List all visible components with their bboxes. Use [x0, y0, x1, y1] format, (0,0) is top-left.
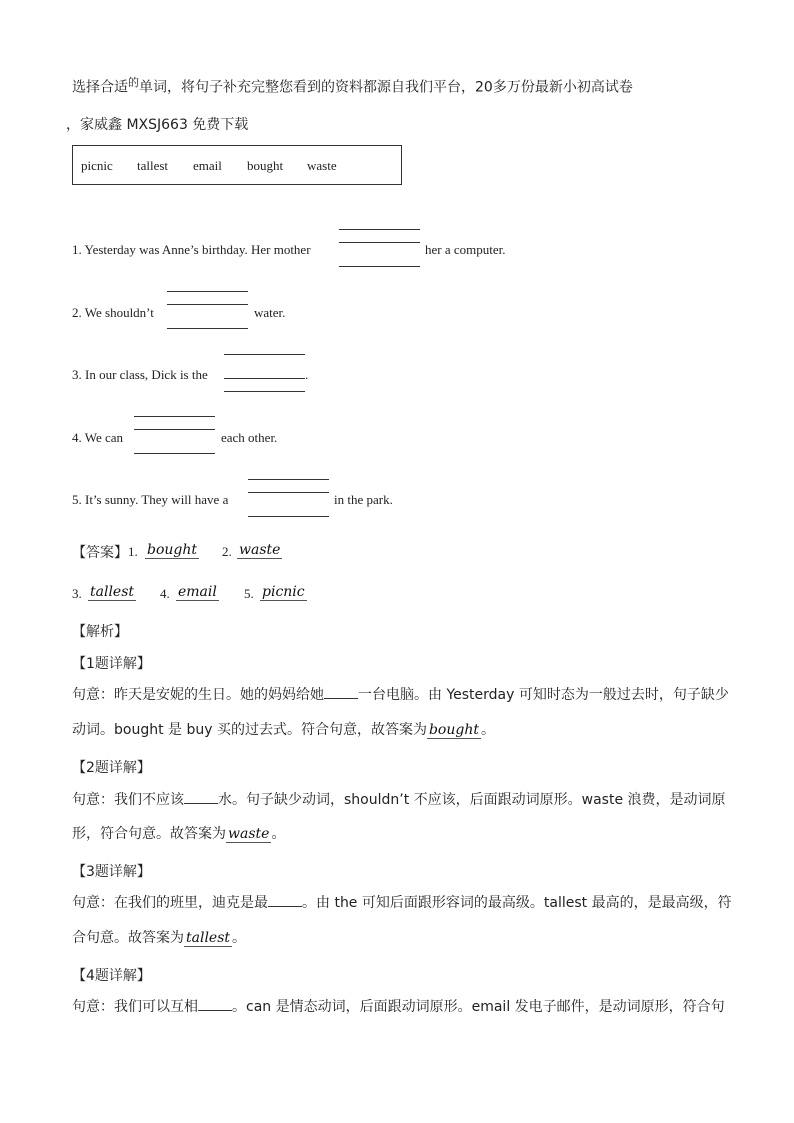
- question-4-blank[interactable]: [134, 416, 215, 454]
- question-2-blank[interactable]: [167, 291, 248, 329]
- section-1-text-d: 。: [480, 722, 495, 738]
- question-4-after: each other.: [221, 430, 278, 445]
- section-2-text-b: 水。句子缺少动词，shouldn’t 不应该，后面跟动词原形。waste 浪费，是动词原: [218, 792, 726, 808]
- section-1-title: 【1题详解】: [72, 656, 151, 672]
- answer-1-word: bought: [147, 542, 198, 558]
- section-2-answer: waste: [228, 826, 270, 842]
- section-2-text-c: 形，符合句意。故答案为: [72, 826, 226, 842]
- intro-text-a: 选择合适: [72, 79, 128, 96]
- section-2-title: 【2题详解】: [72, 760, 151, 776]
- question-5-before: 5. It’s sunny. They will have a: [72, 492, 229, 507]
- section-4-blank: [198, 998, 232, 1011]
- question-4-before: 4. We can: [72, 430, 124, 445]
- question-1-blank[interactable]: [339, 229, 420, 267]
- analysis-label: 【解析】: [72, 624, 128, 640]
- section-2-text-d: 。: [271, 826, 286, 842]
- intro-line-1: [72, 74, 633, 97]
- section-3-title: 【3题详解】: [72, 864, 151, 880]
- section-1-line-1: [72, 684, 729, 704]
- section-4-text-a: 句意：我们可以互相: [72, 999, 198, 1015]
- question-5-blank[interactable]: [248, 479, 329, 517]
- word-waste: waste: [307, 158, 337, 173]
- question-1-before: 1. Yesterday was Anne’s birthday. Her mother: [72, 242, 311, 257]
- section-3-text-b: 。由 the 可知后面跟形容词的最高级。tallest 最高的，是最高级，符: [302, 895, 732, 911]
- question-3-before: 3. In our class, Dick is the: [72, 367, 208, 382]
- question-3-after: .: [305, 367, 309, 382]
- section-4-title: 【4题详解】: [72, 968, 151, 984]
- section-3-blank: [268, 894, 302, 907]
- answer-5-word: picnic: [262, 584, 305, 600]
- section-2-line-2: [72, 823, 285, 843]
- section-4-text-b: 。can 是情态动词，后面跟动词原形。email 发电子邮件，是动词原形，符合句: [232, 999, 725, 1015]
- question-3-blank[interactable]: [224, 354, 305, 392]
- answer-label: 【答案】: [72, 545, 128, 561]
- question-2-after: water.: [254, 305, 286, 320]
- section-2-text-a: 句意：我们不应该: [72, 792, 184, 808]
- question-1-after: her a computer.: [425, 242, 506, 257]
- answer-5-num: 5.: [244, 586, 254, 601]
- section-3-line-2: [72, 927, 246, 947]
- section-1-text-c: 动词。bought 是 buy 买的过去式。符合句意，故答案为: [72, 722, 427, 738]
- word-tallest: tallest: [137, 158, 169, 173]
- section-1-line-2: [72, 719, 495, 739]
- answer-3-num: 3.: [72, 586, 82, 601]
- section-4-line-1: [72, 996, 725, 1016]
- word-bought: bought: [247, 158, 284, 173]
- intro-superscript: 的: [128, 76, 139, 89]
- answer-2-word: waste: [239, 542, 281, 558]
- section-2-blank: [184, 791, 218, 804]
- question-2-before: 2. We shouldn’t: [72, 305, 154, 320]
- intro-line-2: ，家威鑫 MXSJ663 免费下载: [66, 117, 249, 133]
- section-3-line-1: [72, 892, 732, 912]
- section-3-text-a: 句意：在我们的班里，迪克是最: [72, 895, 268, 911]
- section-3-answer: tallest: [186, 930, 231, 946]
- section-1-text-a: 句意：昨天是安妮的生日。她的妈妈给她: [72, 687, 324, 703]
- answer-1-num: 1.: [128, 544, 138, 559]
- word-box: [72, 145, 402, 185]
- section-3-text-c: 合句意。故答案为: [72, 930, 184, 946]
- answer-4-num: 4.: [160, 586, 170, 601]
- section-2-line-1: [72, 789, 726, 809]
- answer-4-word: email: [178, 584, 217, 600]
- word-email: email: [193, 158, 222, 173]
- section-3-text-d: 。: [232, 930, 247, 946]
- section-1-text-b: 一台电脑。由 Yesterday 可知时态为一般过去时，句子缺少: [358, 687, 729, 703]
- word-picnic: picnic: [81, 158, 113, 173]
- section-1-answer: bought: [428, 722, 479, 738]
- section-1-blank: [324, 686, 358, 699]
- answer-3-word: tallest: [90, 584, 135, 600]
- intro-text-b: 单词，将句子补充完整您看到的资料都源自我们平台，20多万份最新小初高试卷: [139, 79, 633, 96]
- answer-2-num: 2.: [222, 544, 232, 559]
- question-5-after: in the park.: [334, 492, 393, 507]
